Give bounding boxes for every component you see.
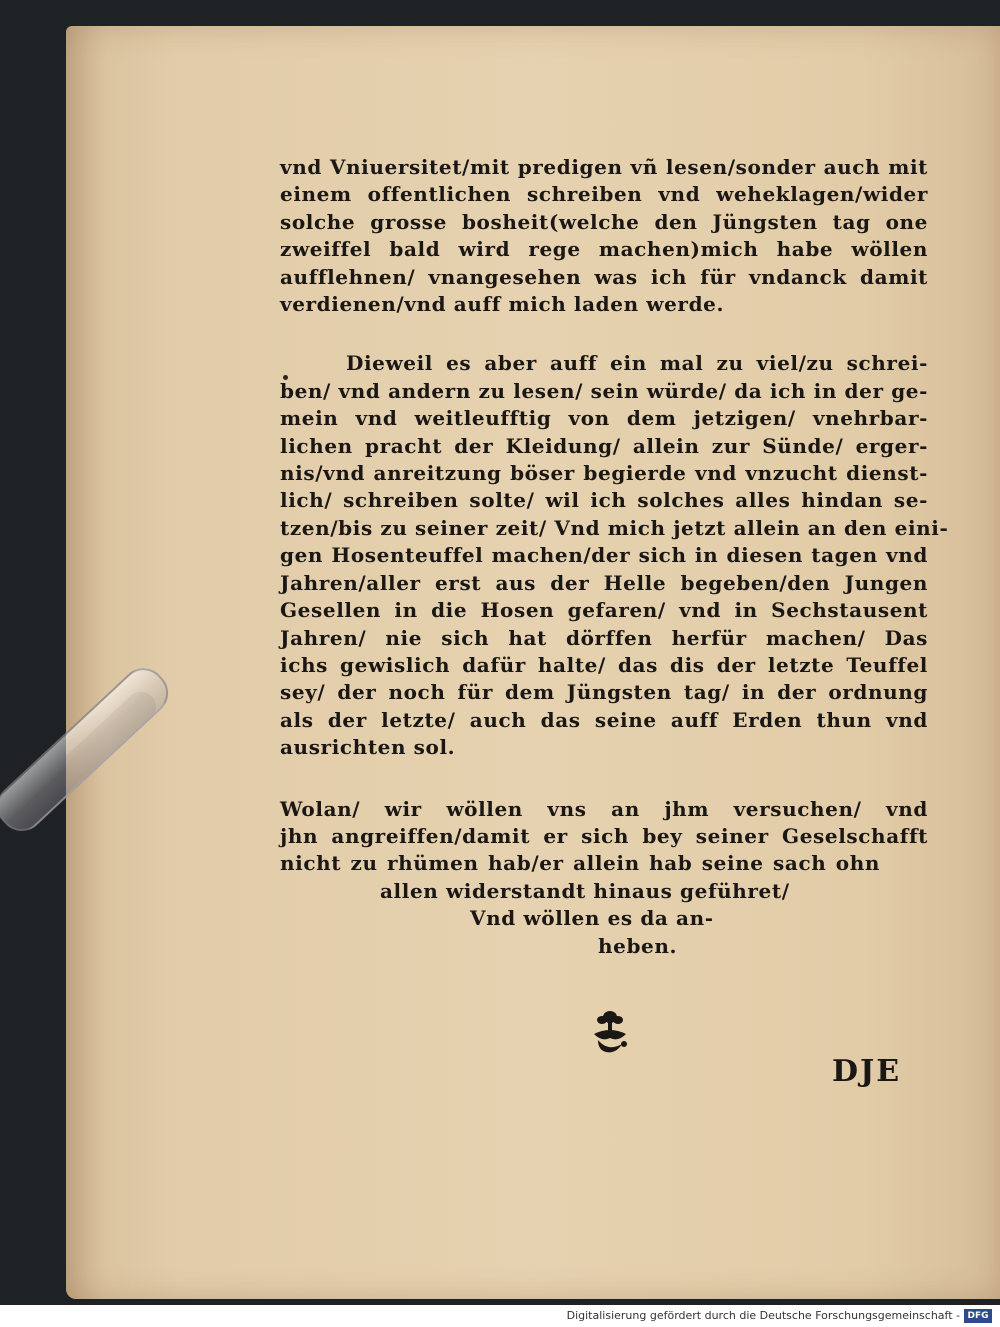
text-line: jhn angreiffen/damit er sich bey seiner Geselschafft — [280, 823, 928, 848]
text-line: solche grosse bosheit(welche den Jüngsten tag one — [280, 209, 928, 234]
text-line: Vnd wöllen es da an- — [470, 906, 714, 931]
text-line: verdienen/vnd auff mich laden werde. — [280, 292, 725, 317]
text-line: Wolan/ wir wöllen vns an jhm versuchen/ vnd — [280, 796, 928, 821]
text-line: lich/ schreiben solte/ wil ich solches alles hindan se- — [280, 488, 928, 513]
page-text — [280, 154, 949, 960]
catchword: DJE — [832, 1054, 902, 1089]
dfg-logo: DFG — [964, 1309, 992, 1323]
text-line: Dieweil es aber auff ein mal zu viel/zu schrei- — [346, 351, 928, 376]
text-line: ausrichten sol. — [280, 735, 456, 760]
funding-credit: Digitalisierung gefördert durch die Deutsche Forschungsgemeinschaft - — [566, 1309, 960, 1322]
text-line: ichs gewislich dafür halte/ das dis der letzte Teuffel — [280, 652, 928, 677]
text-line: vnd Vniuersitet/mit predigen vñ lesen/sonder auch mit — [280, 155, 928, 179]
paragraph-1 — [280, 154, 928, 318]
footer-bar — [0, 1305, 1000, 1327]
text-line: mein vnd weitleufftig von dem jetzigen/ vnehrbar- — [280, 406, 928, 431]
text-line: sey/ der noch für dem Jüngsten tag/ in der ordnung — [280, 680, 928, 705]
text-line: Jahren/ nie sich hat dörffen herfür machen/ Das — [280, 625, 928, 650]
text-line: nicht zu rhümen hab/er allein hab seine sach ohn — [280, 851, 880, 876]
text-line: ben/ vnd andern zu lesen/ sein würde/ da ich in der ge- — [280, 378, 928, 403]
text-line: heben. — [598, 933, 678, 958]
text-line: lichen pracht der Kleidung/ allein zur Sünde/ erger- — [280, 433, 928, 458]
text-line: gen Hosenteuffel machen/der sich in diesen tagen vnd — [280, 543, 928, 568]
text-line: Jahren/aller erst aus der Helle begeben/den Jungen — [280, 570, 928, 595]
paragraph-2 — [280, 350, 949, 761]
text-line: nis/vnd anreitzung böser begierde vnd vnzucht dienst- — [280, 461, 928, 486]
text-line: allen widerstandt hinaus geführet/ — [380, 878, 790, 903]
text-line: zweiffel bald wird rege machen)mich habe wöllen — [280, 237, 928, 262]
text-line: Gesellen in die Hosen gefaren/ vnd in Sechstausent — [280, 598, 928, 623]
paragraph-3 — [280, 796, 928, 960]
text-line: als der letzte/ auch das seine auff Erden thun vnd — [280, 707, 928, 732]
text-line: aufflehnen/ vnangesehen was ich für vndanck damit — [280, 264, 928, 289]
fleuron-ornament-icon — [588, 1008, 632, 1054]
text-line: tzen/bis zu seiner zeit/ Vnd mich jetzt allein an den eini- — [280, 515, 949, 540]
text-line: einem offentlichen schreiben vnd weheklagen/wider — [280, 182, 928, 207]
